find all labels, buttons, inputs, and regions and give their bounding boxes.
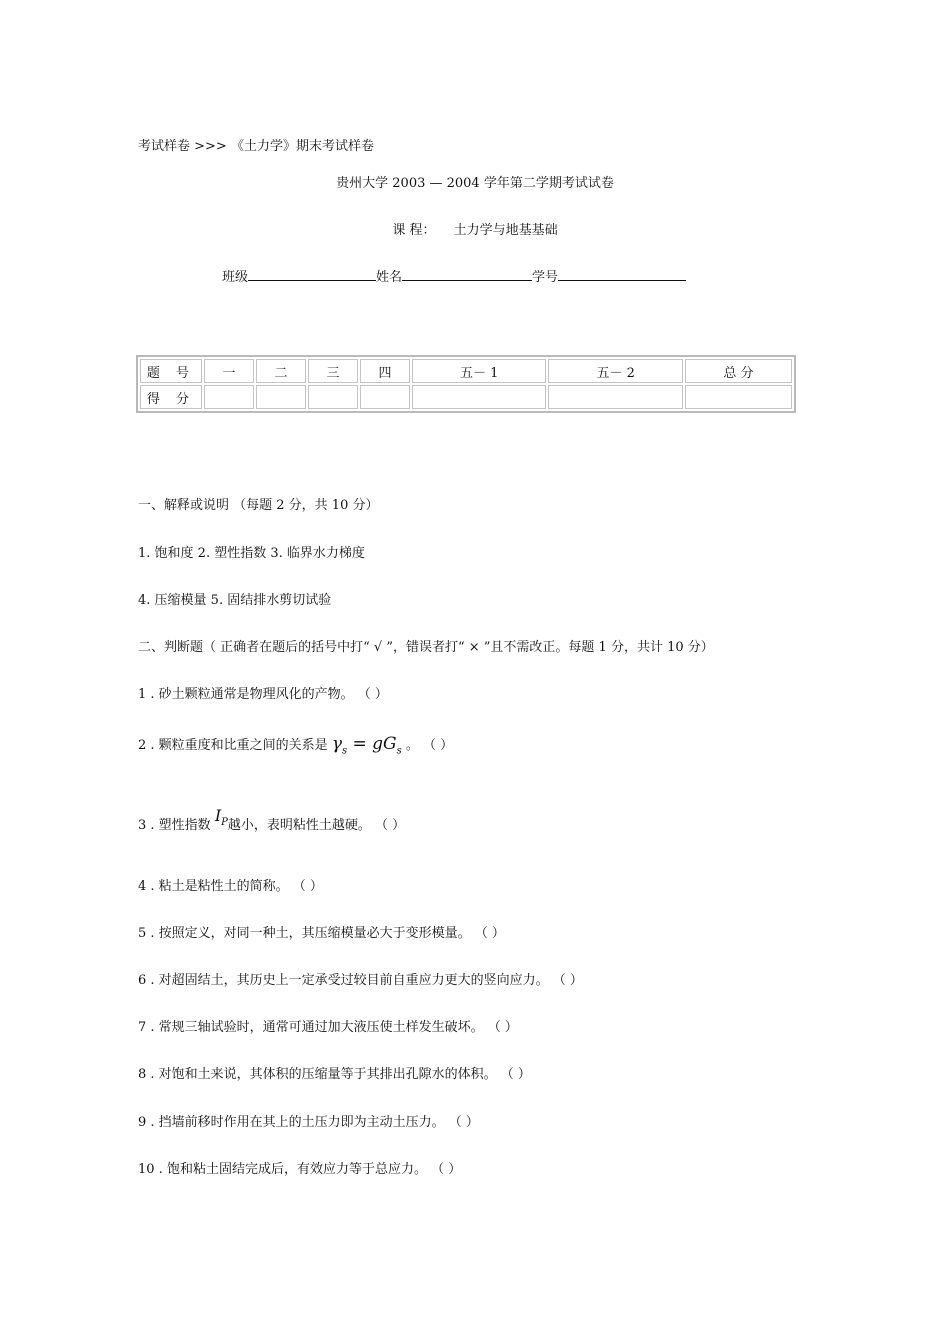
- symbol-ip: [214, 806, 228, 829]
- question-3-tail: 越小，表明粘性土越硬。 （ ）: [227, 818, 406, 833]
- formula-rhs-sub: s: [396, 745, 402, 757]
- course-label: 课 程：: [392, 223, 436, 238]
- id-field[interactable]: [558, 266, 686, 281]
- score-cell[interactable]: [308, 385, 358, 409]
- course-value: 土力学与地基基础: [453, 223, 558, 238]
- symbol-ip-main: I: [214, 806, 222, 825]
- formula-gamma-s: [331, 734, 402, 757]
- score-cell[interactable]: [360, 385, 410, 409]
- section1-line2: 4. 压缩模量 5. 固结排水剪切试验: [138, 593, 332, 608]
- question-5: 5 . 按照定义，对同一种土，其压缩模量必大于变形模量。 （ ）: [138, 926, 505, 941]
- question-9: 9 . 挡墙前移时作用在其上的土压力即为主动土压力。 （ ）: [138, 1115, 479, 1130]
- question-7: 7 . 常规三轴试验时，通常可通过加大液压使土样发生破坏。 （ ）: [138, 1020, 518, 1035]
- section2-heading: 二、判断题（ 正确者在题后的括号中打“ √ ”，错误者打“ × ”且不需改正。每题 1 分，共计 10 分）: [138, 640, 714, 655]
- breadcrumb: 考试样卷 >>> 《土力学》期末考试样卷: [138, 139, 374, 154]
- header-cell: 三: [308, 359, 358, 383]
- question-2: [138, 734, 453, 756]
- score-cell[interactable]: [685, 385, 792, 409]
- score-cell[interactable]: [412, 385, 547, 409]
- header-cell: 五－ 2: [548, 359, 683, 383]
- score-table: [136, 355, 796, 413]
- id-label: 学号: [532, 270, 559, 285]
- header-cell: 二: [256, 359, 306, 383]
- student-fields: [222, 266, 686, 285]
- row-label-cell: 得 分: [140, 385, 202, 409]
- header-cell: 题 号: [140, 359, 202, 383]
- score-cell[interactable]: [204, 385, 254, 409]
- score-cell[interactable]: [548, 385, 683, 409]
- question-1: 1 . 砂土颗粒通常是物理风化的产物。 （ ）: [138, 687, 388, 702]
- formula-mid: = gG: [347, 734, 397, 754]
- question-10: 10 . 饱和粘土固结完成后，有效应力等于总应力。 （ ）: [138, 1162, 462, 1177]
- symbol-ip-sub: P: [221, 817, 228, 829]
- exam-title: 贵州大学 2003 — 2004 学年第二学期考试试卷: [336, 176, 614, 191]
- question-6: 6 . 对超固结土，其历史上一定承受过较目前自重应力更大的竖向应力。 （ ）: [138, 973, 583, 988]
- question-3: [138, 806, 406, 836]
- name-field[interactable]: [402, 266, 532, 281]
- class-field[interactable]: [248, 266, 376, 281]
- question-2-text: 2 . 颗粒重度和比重之间的关系是: [138, 738, 328, 753]
- header-cell: 一: [204, 359, 254, 383]
- score-table-header-row: [140, 359, 792, 383]
- formula-lhs-sub: s: [341, 745, 348, 757]
- question-4: 4 . 粘土是粘性土的简称。 （ ）: [138, 879, 323, 894]
- header-cell: 四: [360, 359, 410, 383]
- section1-line1: 1. 饱和度 2. 塑性指数 3. 临界水力梯度: [138, 546, 365, 561]
- header-cell: 总 分: [685, 359, 792, 383]
- class-label: 班级: [222, 270, 249, 285]
- name-label: 姓名: [376, 270, 403, 285]
- question-8: 8 . 对饱和土来说，其体积的压缩量等于其排出孔隙水的体积。 （ ）: [138, 1067, 531, 1082]
- course-line: [0, 219, 950, 238]
- header-cell: 五－ 1: [412, 359, 547, 383]
- question-3-text: 3 . 塑性指数: [138, 818, 211, 833]
- section1-heading: 一、解释或说明 （每题 2 分，共 10 分）: [138, 498, 379, 513]
- formula-lhs: γ: [331, 734, 342, 754]
- question-2-tail: 。 （ ）: [405, 738, 454, 753]
- score-cell[interactable]: [256, 385, 306, 409]
- score-table-score-row: [140, 385, 792, 409]
